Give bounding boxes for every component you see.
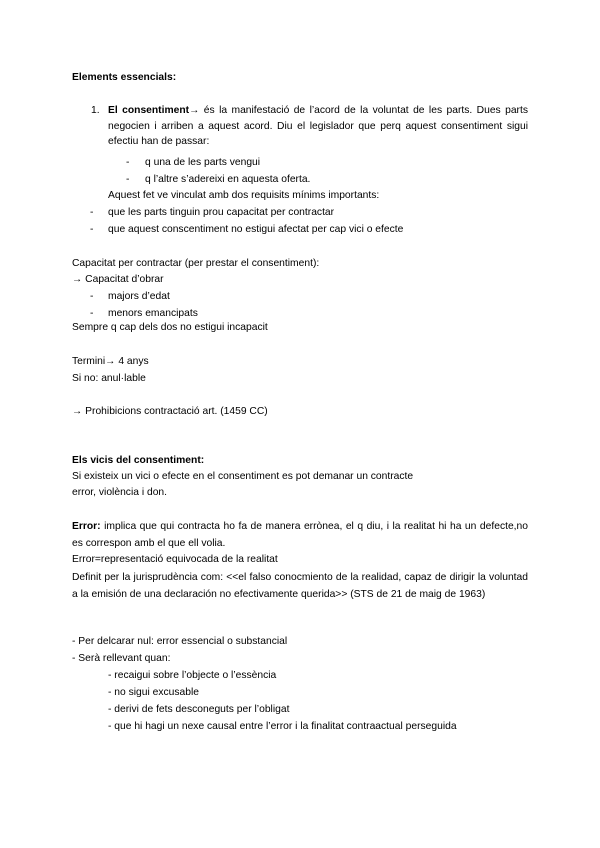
heading-text: Elements essencials: [72, 72, 177, 83]
bullet: - [90, 308, 94, 319]
capacitat-item: majors d’edat [108, 291, 170, 302]
nul-item: - derivi de fets desconeguts per l’obligat [108, 704, 290, 715]
nul-item: - recaigui sobre l’objecte o l’essència [108, 670, 277, 681]
sub-item: q una de les parts vengui [145, 157, 261, 168]
error-jurisprudencia [72, 569, 528, 603]
sub-bullet: - [126, 157, 130, 168]
error-paragraph [72, 518, 528, 552]
bullet: - [90, 224, 94, 235]
juris-text: Definit per la jurisprudència com: <<el falso conocmiento de la realidad, capaz de dirigir la voluntad a la emisión de una declaración no efectivamente querida>> (STS de 21 de maig de 1963) [72, 572, 528, 600]
item-term: El consentiment [108, 105, 190, 116]
capacitat-obrar: → Capacitat d’obrar [72, 274, 164, 285]
prohibicions-line [72, 404, 528, 420]
error-def-text: Error=representació equivocada de la realitat [72, 554, 278, 565]
sub-bullet: - [126, 174, 130, 185]
error-label: Error: [72, 521, 101, 532]
bullet: - [90, 207, 94, 218]
nul-item: - que hi hagi un nexe causal entre l’error i la finalitat contraactual perseguida [108, 721, 457, 732]
termini-line: Si no: anul·lable [72, 373, 146, 384]
termini-line: Termini→ 4 anys [72, 356, 149, 367]
nul-line: - Serà rellevant quan: [72, 653, 171, 664]
capacitat-note: Sempre q cap dels dos no estigui incapacit [72, 322, 268, 333]
bullet: - [90, 291, 94, 302]
nul-item: - no sigui excusable [108, 687, 200, 698]
heading-text: Els vicis del consentiment: [72, 455, 205, 466]
item-after-text: Aquest fet ve vinculat amb dos requisits mínims importants: [108, 190, 380, 201]
prohibicions-text: → Prohibicions contractació art. (1459 CC) [72, 406, 268, 417]
capacitat-intro: Capacitat per contractar (per prestar el consentiment): [72, 258, 320, 269]
requisit-item: que aquest conscentiment no estigui afectat per cap vici o efecte [108, 224, 404, 235]
arrow-glyph: → [189, 105, 200, 116]
heading-elements-essencials [72, 70, 528, 86]
heading-vicis [72, 453, 528, 469]
nul-line: - Per delcarar nul: error essencial o substancial [72, 636, 288, 647]
vicis-line: error, violència i don. [72, 487, 168, 498]
error-definition [72, 552, 528, 568]
capacitat-item: menors emancipats [108, 308, 198, 319]
error-text: implica que qui contracta ho fa de manera errònea, el q diu, i la realitat hi ha un defecte,no es correspon amb el que ell volia. [72, 521, 528, 549]
item-text: és la manifestació de l’acord de la voluntat de les parts. Dues parts negocien i arriben a aquest acord. Diu el legislador que perq aquest consentiment sigui efectiu han de passar: [108, 105, 528, 147]
requisit-item: que les parts tinguin prou capacitat per contractar [108, 207, 335, 218]
vicis-line: Si existeix un vici o efecte en el consentiment es pot demanar un contracte [72, 471, 414, 482]
item-number: 1. [91, 105, 100, 116]
item-paragraph [108, 103, 528, 150]
sub-item: q l’altre s’adereixi en aquesta oferta. [145, 174, 311, 185]
